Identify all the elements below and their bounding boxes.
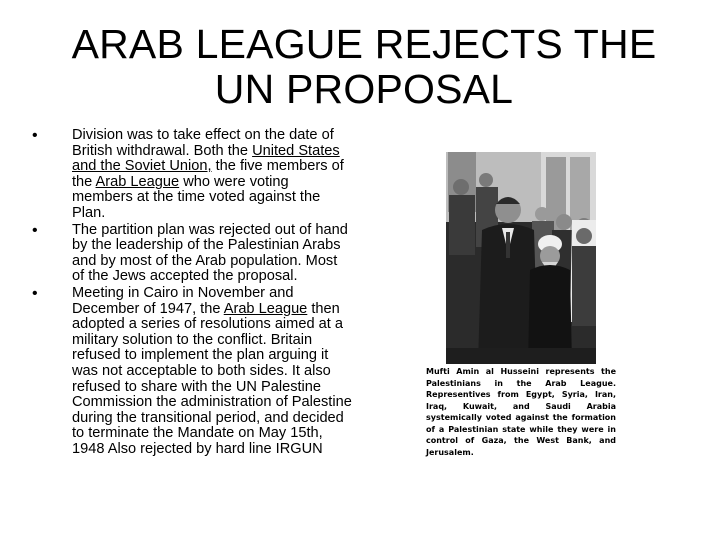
bullet-marker: • — [32, 127, 38, 144]
bullet-marker: • — [32, 284, 38, 302]
bullet-text — [72, 286, 352, 458]
bullet-item — [32, 286, 352, 458]
title-line-2: UN PROPOSAL — [214, 66, 514, 112]
bullet-item — [32, 223, 352, 285]
text-run: then adopted a series of resolutions aimed at a military solution to the conflict. Britain refused to implement the plan arguing it was not acceptable to both sides. It also refused to share with the UN Palestine Commission the administration of Palestine during the transitional period, and decided to terminate the Mandate on May 15th, 1948 Also rejected by hard line IRGUN — [72, 300, 352, 457]
photo-illustration — [446, 152, 596, 364]
text-run: who were voting members at the time voted against the Plan. — [72, 173, 321, 221]
text-run: Division was to take effect on the date of British withdrawal. Both the — [72, 127, 334, 159]
historical-photo — [446, 152, 596, 364]
bullet-marker: • — [32, 221, 38, 239]
bullet-text — [72, 128, 352, 222]
slide-title — [40, 22, 688, 112]
title-line-1: ARAB LEAGUE REJECTS THE — [71, 21, 657, 67]
text-run: The partition plan was rejected out of hand by the leadership of the Palestinian Arabs and by most of the Arab population. Most of the Jews accepted the proposal. — [72, 221, 348, 285]
bullet-list — [32, 128, 352, 458]
hyperlink[interactable]: Arab League — [95, 173, 180, 190]
photo-caption: Mufti Amin al Husseini represents the Palestinians in the Arab League. Representives from Egypt, Syria, Iran, Iraq, Kuwait, and Saudi Arabia systemically voted against the formation of a Palestinian state while they were in control of Gaza, the West Bank, and Jerusalem. — [426, 367, 616, 457]
text-run: the five members of the — [72, 158, 344, 190]
bullet-item — [32, 128, 352, 222]
text-run: Meeting in Cairo in November and December of 1947, the — [72, 284, 294, 317]
hyperlink[interactable]: United States and the Soviet Union, — [72, 142, 340, 175]
hyperlink[interactable]: Arab League — [223, 300, 308, 317]
bullet-text — [72, 223, 352, 285]
